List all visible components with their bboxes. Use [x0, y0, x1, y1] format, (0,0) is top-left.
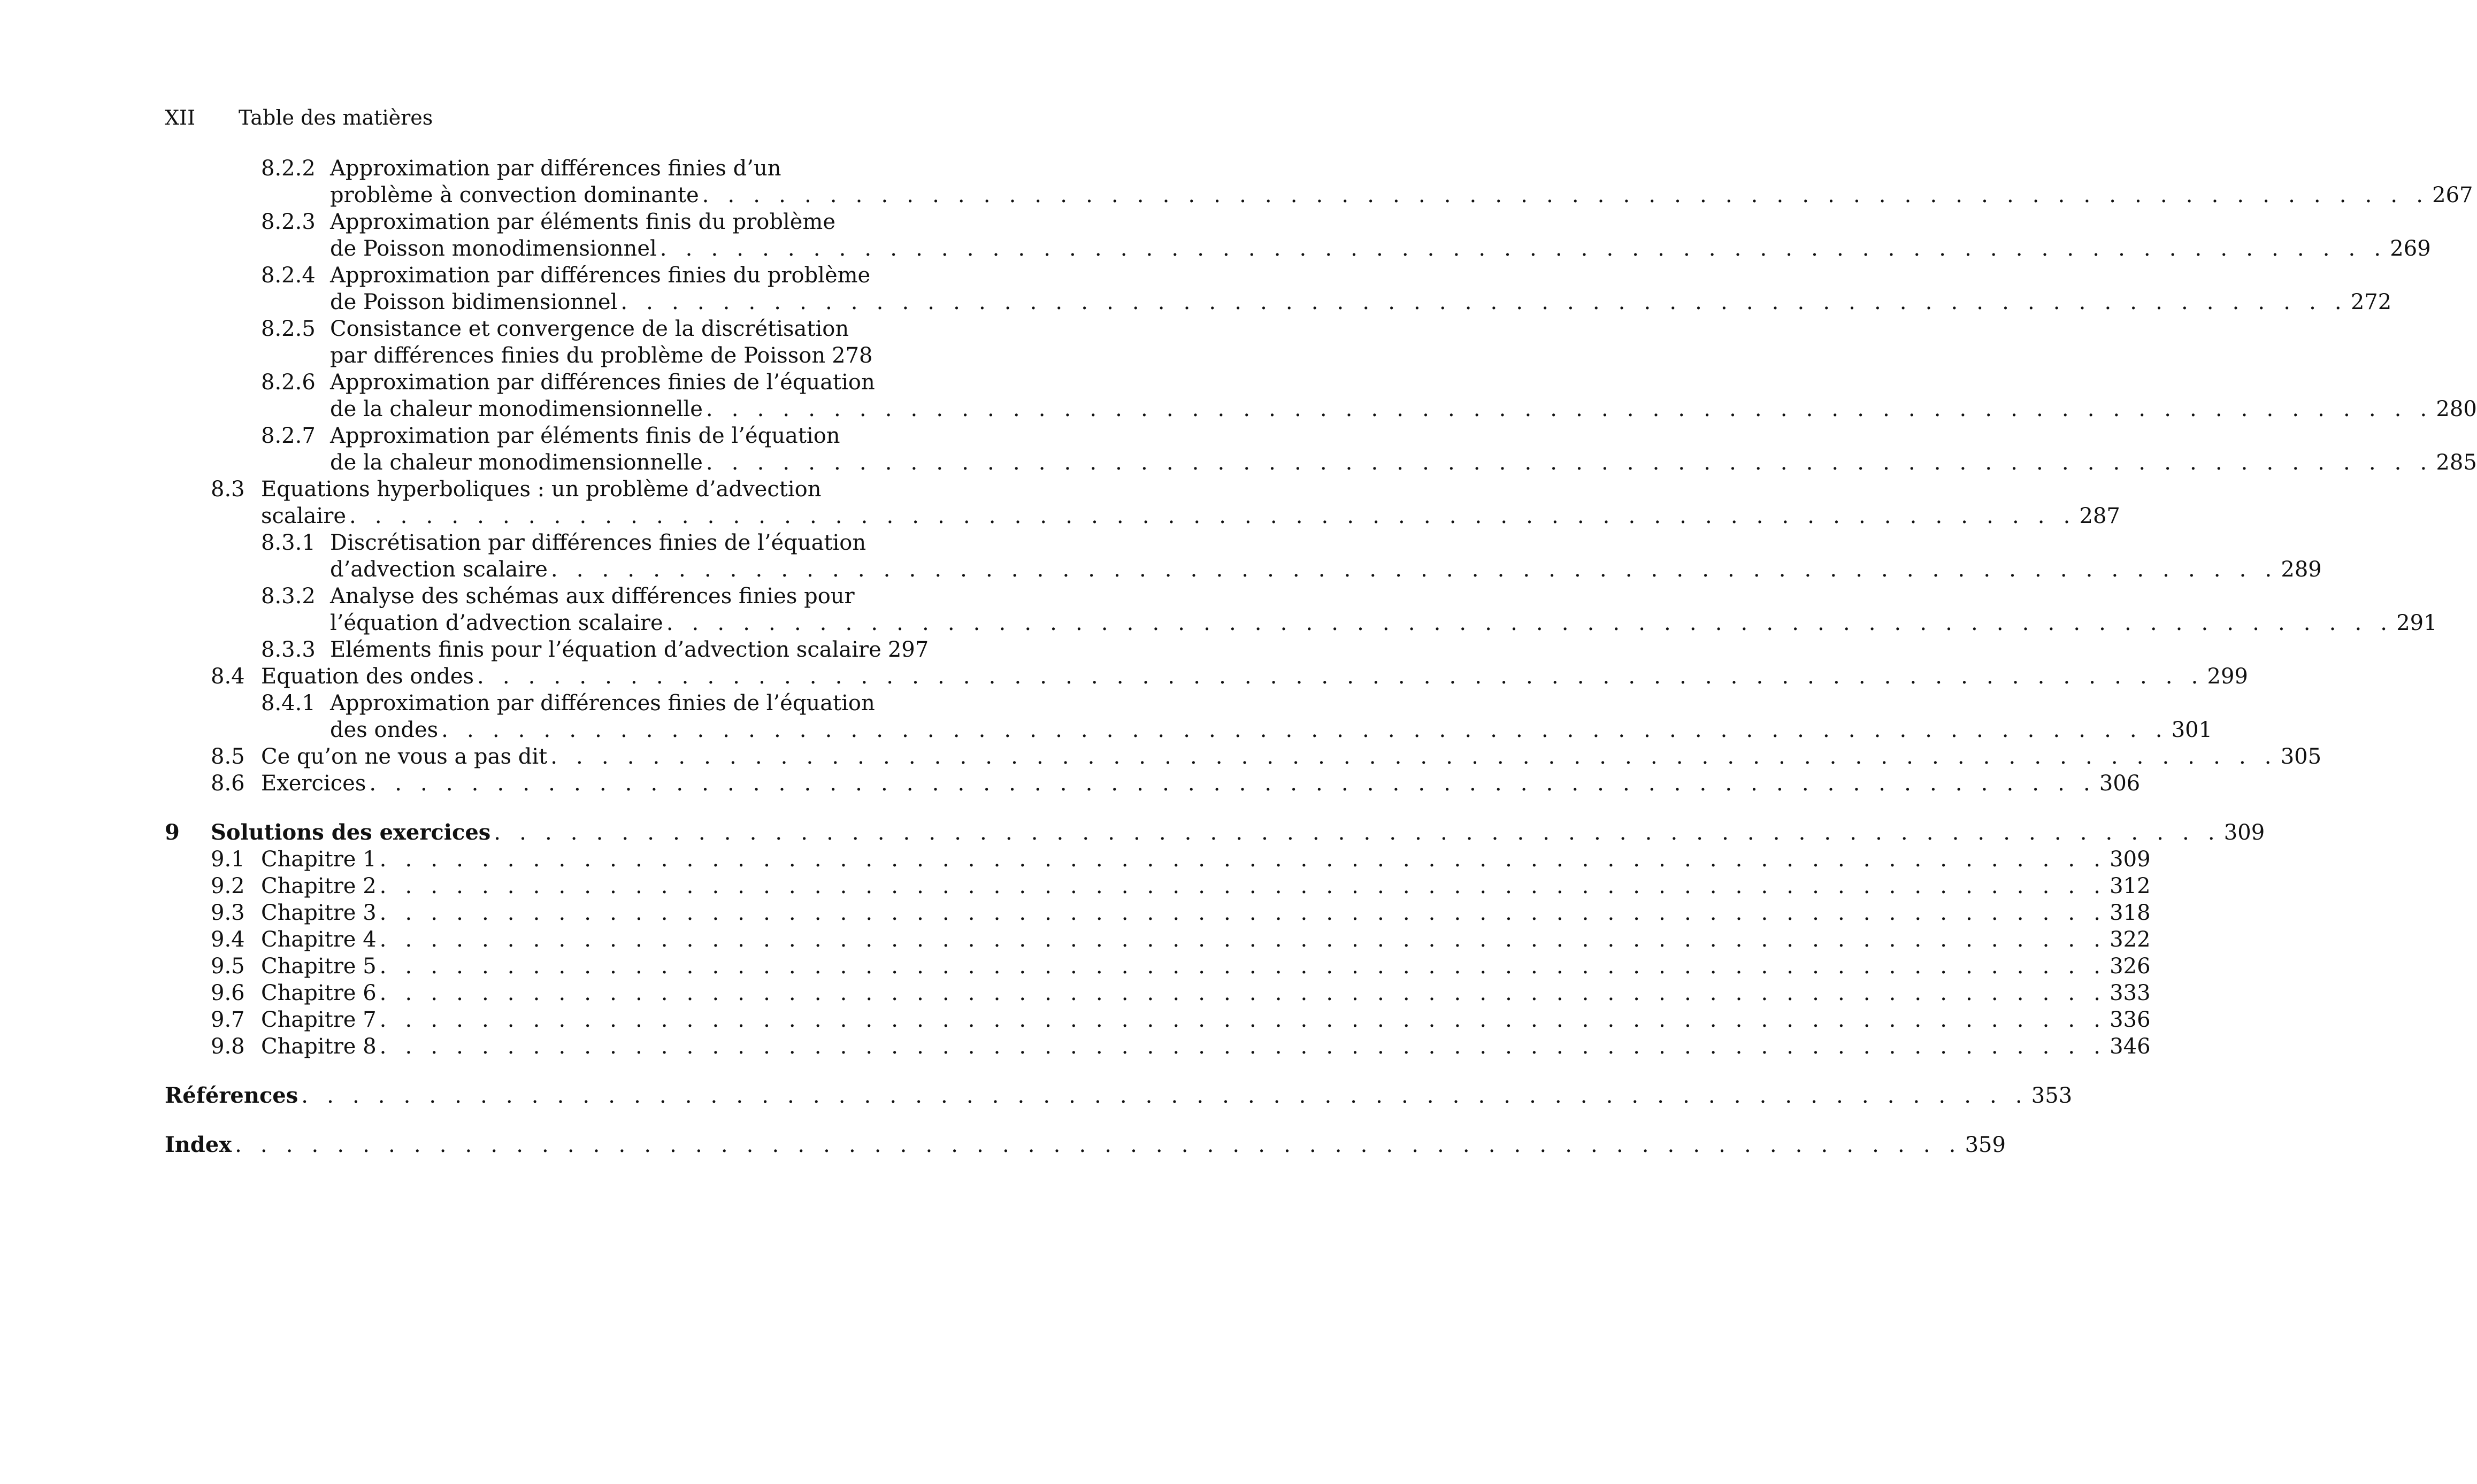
toc-entry-8-4-1-cont — [0, 717, 2213, 743]
toc-entry-8-2-3-cont — [0, 235, 2431, 262]
entry-title-line2: de Poisson monodimensionnel — [330, 236, 657, 261]
running-head — [165, 106, 433, 129]
references-title: Références — [165, 1083, 298, 1108]
entry-page: 301 — [2171, 718, 2213, 742]
entry-number: 9.1 — [211, 847, 245, 872]
dot-leader: . . . . . . . . . . . . . . . . . . . . . . . . . . . . . . . . . . . . . . . . . . . . . . . . . . . . . . . . . . . . . . . . . . . . — [705, 450, 2433, 475]
entry-title-line2: scalaire — [261, 504, 347, 528]
spacer — [0, 1109, 978, 1132]
entry-page: 359 — [1965, 1133, 2006, 1157]
toc-entry-8-2-2-cont — [0, 182, 2473, 209]
spacer — [0, 1060, 978, 1082]
entry-page: 333 — [2110, 981, 2151, 1005]
entry-number: 9.7 — [211, 1008, 245, 1032]
entry-number: 9.4 — [211, 927, 245, 952]
entry-page: 287 — [2079, 504, 2120, 528]
index-title: Index — [165, 1132, 232, 1157]
entry-page: 326 — [2110, 954, 2151, 979]
entry-page: 353 — [2031, 1083, 2073, 1108]
entry-page: 322 — [2110, 927, 2151, 952]
entry-title: Equation des ondes — [261, 664, 474, 689]
toc-entry-8-2-5-cont — [0, 342, 978, 369]
entry-number: 8.4.1 — [261, 691, 316, 716]
entry-title: Chapitre 6 — [261, 981, 377, 1005]
entry-page: 306 — [2099, 771, 2141, 796]
entry-page: 291 — [2396, 611, 2437, 635]
chapter-number: 9 — [165, 820, 180, 845]
entry-title-line2: des ondes — [330, 718, 439, 742]
toc-entry-8-5[interactable] — [0, 743, 2322, 770]
toc-entry-8-2-7[interactable] — [0, 422, 978, 449]
entry-number: 8.6 — [211, 771, 245, 796]
toc-entry-8-3-2-cont — [0, 610, 2437, 636]
dot-leader: . . . . . . . . . . . . . . . . . . . . . . . . . . . . . . . . . . . . . . . . . . . . . . . . . . . . . . . . . . . . . . . . . . . . — [550, 744, 2277, 769]
dot-leader: . . . . . . . . . . . . . . . . . . . . . . . . . . . . . . . . . . . . . . . . . . . . . . . . . . . . . . . . . . . . . . . . . . . . — [235, 1133, 1962, 1157]
entry-title-line2: de la chaleur monodimensionnelle — [330, 450, 703, 475]
entry-title: Chapitre 5 — [261, 954, 377, 979]
dot-leader: . . . . . . . . . . . . . . . . . . . . . . . . . . . . . . . . . . . . . . . . . . . . . . . . . . . . . . . . . . . . . . . . . . . . — [441, 718, 2168, 742]
dot-leader: . . . . . . . . . . . . . . . . . . . . . . . . . . . . . . . . . . . . . . . . . . . . . . . . . . . . . . . . . . . . . . . . . . . . — [379, 1034, 2107, 1059]
entry-title: Chapitre 3 — [261, 901, 377, 925]
entry-page: 346 — [2110, 1034, 2151, 1059]
toc-entry-8-2-4-cont — [0, 289, 2392, 316]
entry-page: 285 — [2436, 450, 2477, 475]
toc-entry-9-3[interactable] — [0, 899, 2151, 926]
toc-entry-8-4-1[interactable] — [0, 690, 978, 717]
entry-title-line1: Consistance et convergence de la discrétisation — [330, 317, 849, 341]
entry-number: 8.2.7 — [261, 424, 316, 448]
entry-title-line2: d’advection scalaire — [330, 557, 548, 582]
toc-entry-8-3-3[interactable] — [0, 636, 978, 663]
entry-number: 8.3.3 — [261, 637, 316, 662]
running-title: Table des matières — [239, 106, 433, 129]
dot-leader: . . . . . . . . . . . . . . . . . . . . . . . . . . . . . . . . . . . . . . . . . . . . . . . . . . . . . . . . . . . . . . . . . . . . — [702, 183, 2429, 207]
entry-page: 305 — [2280, 744, 2322, 769]
entry-title-line1: Equations hyperboliques : un problème d’advection — [261, 477, 822, 502]
toc-entry-8-3[interactable] — [0, 476, 978, 503]
dot-leader: . . . . . . . . . . . . . . . . . . . . . . . . . . . . . . . . . . . . . . . . . . . . . . . . . . . . . . . . . . . . . . . . . . . . — [379, 1008, 2107, 1032]
entry-number: 9.3 — [211, 901, 245, 925]
entry-title: Chapitre 4 — [261, 927, 377, 952]
toc-entry-8-2-6-cont — [0, 396, 2477, 422]
toc-index[interactable] — [0, 1132, 2006, 1158]
toc-entry-8-2-3[interactable] — [0, 209, 978, 235]
entry-title: Exercices — [261, 771, 366, 796]
dot-leader: . . . . . . . . . . . . . . . . . . . . . . . . . . . . . . . . . . . . . . . . . . . . . . . . . . . . . . . . . . . . . . . . . . . . — [301, 1083, 2028, 1108]
dot-leader: . . . . . . . . . . . . . . . . . . . . . . . . . . . . . . . . . . . . . . . . . . . . . . . . . . . . . . . . . . . . . . . . . . . . — [379, 847, 2107, 872]
spacer — [0, 797, 978, 819]
entry-number: 8.3.2 — [261, 584, 316, 609]
entry-title: Chapitre 1 — [261, 847, 377, 872]
entry-title: Ce qu’on ne vous a pas dit — [261, 744, 548, 769]
dot-leader: . . . . . . . . . . . . . . . . . . . . . . . . . . . . . . . . . . . . . . . . . . . . . . . . . . . . . . . . . . . . . . . . . . . . — [550, 557, 2278, 582]
entry-page: 272 — [2350, 290, 2392, 314]
entry-number: 8.3.1 — [261, 530, 316, 555]
entry-page: 280 — [2436, 397, 2477, 421]
toc-entry-9-7[interactable] — [0, 1006, 2151, 1033]
entry-title: Chapitre 8 — [261, 1034, 377, 1059]
toc-entry-8-6[interactable] — [0, 770, 2141, 797]
entry-number: 9.6 — [211, 981, 245, 1005]
dot-leader: . . . . . . . . . . . . . . . . . . . . . . . . . . . . . . . . . . . . . . . . . . . . . . . . . . . . . . . . . . . . . . . . . . . . — [369, 771, 2096, 796]
dot-leader: . . . . . . . . . . . . . . . . . . . . . . . . . . . . . . . . . . . . . . . . . . . . . . . . . . . . . . . . . . . . . . . . . . . . — [705, 397, 2433, 421]
toc-entry-8-2-4[interactable] — [0, 262, 978, 289]
entry-title-line2: problème à convection dominante — [330, 183, 699, 207]
entry-page: 299 — [2207, 664, 2248, 689]
toc-entry-8-4[interactable] — [0, 663, 2248, 690]
toc-entry-8-2-7-cont — [0, 449, 2477, 476]
entry-number: 8.3 — [211, 477, 245, 502]
dot-leader: . . . . . . . . . . . . . . . . . . . . . . . . . . . . . . . . . . . . . . . . . . . . . . . . . . . . . . . . . . . . . . . . . . . . — [349, 504, 2076, 528]
page-number: XII — [165, 106, 196, 129]
entry-page: 297 — [887, 637, 929, 662]
toc-entry-8-2-2[interactable] — [0, 155, 978, 182]
toc-chapter-9[interactable] — [0, 819, 2265, 846]
entry-title-line1: Approximation par différences finies du problème — [330, 263, 871, 288]
table-of-contents — [0, 155, 2477, 1158]
entry-title-line1: Approximation par différences finies de l’équation — [330, 370, 875, 395]
entry-number: 8.2.5 — [261, 317, 316, 341]
entry-page: 269 — [2390, 236, 2431, 261]
dot-leader: . . . . . . . . . . . . . . . . . . . . . . . . . . . . . . . . . . . . . . . . . . . . . . . . . . . . . . . . . . . . . . . . . . . . — [379, 954, 2107, 979]
entry-title-line2: par différences finies du problème de Poisson — [330, 343, 826, 368]
toc-entry-9-2[interactable] — [0, 873, 2151, 899]
entry-page: 336 — [2110, 1008, 2151, 1032]
chapter-title: Solutions des exercices — [211, 820, 491, 845]
dot-leader: . . . . . . . . . . . . . . . . . . . . . . . . . . . . . . . . . . . . . . . . . . . . . . . . . . . . . . . . . . . . . . . . . . . . — [666, 611, 2394, 635]
entry-title-line1: Approximation par éléments finis de l’équation — [330, 424, 840, 448]
dot-leader: . . . . . . . . . . . . . . . . . . . . . . . . . . . . . . . . . . . . . . . . . . . . . . . . . . . . . . . . . . . . . . . . . . . . — [494, 820, 2221, 845]
dot-leader: . . . . . . . . . . . . . . . . . . . . . . . . . . . . . . . . . . . . . . . . . . . . . . . . . . . . . . . . . . . . . . . . . . . . — [379, 981, 2107, 1005]
entry-title: Chapitre 2 — [261, 874, 377, 898]
toc-entry-8-3-1-cont — [0, 556, 2322, 583]
dot-leader: . . . . . . . . . . . . . . . . . . . . . . . . . . . . . . . . . . . . . . . . . . . . . . . . . . . . . . . . . . . . . . . . . . . . — [659, 236, 2387, 261]
entry-title-line1: Approximation par éléments finis du problème — [330, 210, 835, 234]
entry-title-line2: de la chaleur monodimensionnelle — [330, 397, 703, 421]
entry-number: 9.2 — [211, 874, 245, 898]
entry-title-line1: Discrétisation par différences finies de l’équation — [330, 530, 866, 555]
entry-title: Chapitre 7 — [261, 1008, 377, 1032]
entry-title-line2: de Poisson bidimensionnel — [330, 290, 618, 314]
dot-leader: . . . . . . . . . . . . . . . . . . . . . . . . . . . . . . . . . . . . . . . . . . . . . . . . . . . . . . . . . . . . . . . . . . . . — [379, 927, 2107, 952]
toc-entry-9-5[interactable] — [0, 953, 2151, 980]
entry-number: 8.2.3 — [261, 210, 316, 234]
entry-title-line1: Approximation par différences finies de l’équation — [330, 691, 875, 716]
entry-title-line1: Analyse des schémas aux différences finies pour — [330, 584, 855, 609]
entry-page: 318 — [2110, 901, 2151, 925]
entry-page: 309 — [2110, 847, 2151, 872]
dot-leader: . . . . . . . . . . . . . . . . . . . . . . . . . . . . . . . . . . . . . . . . . . . . . . . . . . . . . . . . . . . . . . . . . . . . — [379, 901, 2107, 925]
entry-number: 8.2.6 — [261, 370, 316, 395]
entry-title-line2: l’équation d’advection scalaire — [330, 611, 663, 635]
toc-entry-8-2-5[interactable] — [0, 316, 978, 342]
toc-references[interactable] — [0, 1082, 2073, 1109]
entry-number: 9.5 — [211, 954, 245, 979]
entry-title: Eléments finis pour l’équation d’advection scalaire — [330, 637, 881, 662]
entry-number: 8.2.2 — [261, 156, 316, 181]
toc-entry-8-3-1[interactable] — [0, 529, 978, 556]
toc-entry-9-6[interactable] — [0, 980, 2151, 1006]
entry-page: 289 — [2281, 557, 2322, 582]
entry-number: 8.2.4 — [261, 263, 316, 288]
entry-page: 267 — [2432, 183, 2473, 207]
entry-page: 312 — [2110, 874, 2151, 898]
entry-number: 9.8 — [211, 1034, 245, 1059]
dot-leader: . . . . . . . . . . . . . . . . . . . . . . . . . . . . . . . . . . . . . . . . . . . . . . . . . . . . . . . . . . . . . . . . . . . . — [620, 290, 2348, 314]
entry-title-line1: Approximation par différences finies d’un — [330, 156, 781, 181]
entry-page: 309 — [2223, 820, 2265, 845]
toc-entry-9-4[interactable] — [0, 926, 2151, 953]
dot-leader: . . . . . . . . . . . . . . . . . . . . . . . . . . . . . . . . . . . . . . . . . . . . . . . . . . . . . . . . . . . . . . . . . . . . — [477, 664, 2204, 689]
toc-entry-8-3-2[interactable] — [0, 583, 978, 610]
toc-entry-8-2-6[interactable] — [0, 369, 978, 396]
toc-entry-9-1[interactable] — [0, 846, 2151, 873]
toc-entry-8-3-cont — [0, 503, 2120, 529]
entry-number: 8.4 — [211, 664, 245, 689]
dot-leader: . . . . . . . . . . . . . . . . . . . . . . . . . . . . . . . . . . . . . . . . . . . . . . . . . . . . . . . . . . . . . . . . . . . . — [379, 874, 2107, 898]
entry-number: 8.5 — [211, 744, 245, 769]
entry-page: 278 — [832, 343, 873, 368]
toc-entry-9-8[interactable] — [0, 1033, 2151, 1060]
